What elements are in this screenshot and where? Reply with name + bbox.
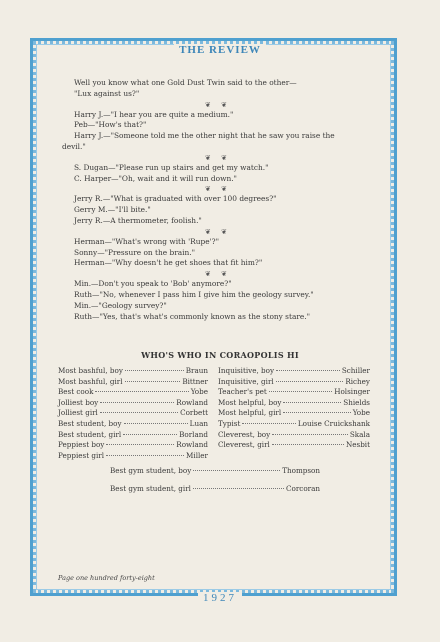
award-name: Luan [189, 418, 208, 428]
award-label: Best gym student, girl [110, 484, 191, 493]
ornament-separator: ❦ ❦ [205, 270, 231, 279]
joke-line: Ruth—"No, whenever I pass him I give him the geology survey." [74, 289, 314, 299]
award-row [218, 377, 370, 388]
award-name: Schiller [341, 366, 370, 375]
award-label: Inquisitive, boy [218, 366, 275, 375]
page-number: Page one hundred forty-eight [58, 574, 155, 582]
award-label: Jolliest boy [58, 397, 99, 407]
gym-award-row [110, 484, 320, 495]
ornament-separator: ❦ ❦ [205, 100, 231, 109]
dot-leader [95, 391, 188, 392]
award-label: Cleverest, boy [218, 429, 271, 439]
award-row [218, 387, 370, 398]
joke-line: Ruth—"Yes, that's what's commonly known as the stony stare." [74, 311, 311, 321]
dot-leader [193, 470, 280, 471]
award-row [58, 419, 208, 430]
dot-leader [106, 455, 184, 456]
award-label: Best student, girl [58, 429, 122, 439]
ornament-separator: ❦ ❦ [205, 153, 231, 162]
award-name: Skala [349, 429, 370, 439]
dot-leader [100, 412, 178, 413]
dot-leader [193, 488, 284, 489]
award-label: Peppiest boy [58, 440, 105, 450]
whos-who-right-column [218, 366, 370, 451]
header-title: THE REVIEW [174, 44, 266, 56]
award-label: Most helpful, girl [218, 408, 282, 418]
joke-line: Jerry R.—"What is graduated with over 100 degrees?" [74, 194, 277, 204]
award-row [58, 366, 208, 377]
award-row [58, 430, 208, 441]
award-name: Thompson [282, 466, 320, 475]
award-name: Borland [179, 429, 208, 439]
dot-leader [276, 381, 344, 382]
award-name: Yobe [190, 387, 208, 397]
section-title: WHO'S WHO IN CORAOPOLIS HI [141, 350, 299, 360]
award-label: Best student, boy [58, 418, 122, 428]
award-name: Richey [345, 376, 370, 386]
award-row [218, 408, 370, 419]
award-label: Best cook [58, 387, 94, 397]
joke-line: devil." [62, 141, 86, 151]
award-name: Shields [343, 397, 370, 407]
dot-leader [276, 370, 340, 371]
joke-line: Herman—"What's wrong with 'Rupe'?" [74, 236, 219, 246]
award-name: Holsinger [334, 387, 370, 397]
award-name: Louise Cruickshank [297, 418, 370, 428]
dot-leader [124, 423, 188, 424]
jokes-section [62, 78, 374, 322]
page-header [0, 38, 440, 57]
award-name: Miller [186, 450, 208, 460]
award-name: Corcoran [286, 484, 320, 493]
gym-award-row [110, 466, 320, 477]
award-name: Rowland [176, 440, 208, 450]
joke-line: Peb—"How's that?" [74, 120, 147, 130]
award-row [58, 398, 208, 409]
joke-line: C. Harper—"Oh, wait and it will run down." [74, 173, 237, 183]
page-footer [0, 586, 440, 605]
award-label: Jolliest girl [58, 408, 98, 418]
award-row [218, 440, 370, 451]
award-row [58, 377, 208, 388]
joke-line: Gerry M.—"I'll bite." [74, 205, 151, 215]
joke-line: Harry J.—"Someone told me the other night that he saw you raise the [74, 131, 335, 141]
joke-line: Well you know what one Gold Dust Twin said to the other— [74, 78, 297, 87]
joke-line: S. Dugan—"Please run up stairs and get my watch." [74, 162, 269, 172]
dot-leader [242, 423, 296, 424]
award-name: Nesbit [345, 440, 370, 450]
award-label: Teacher's pet [218, 387, 267, 397]
award-row [218, 366, 370, 377]
dot-leader [272, 434, 348, 435]
joke-line: Harry J.—"I hear you are quite a medium." [74, 109, 234, 119]
award-label: Most bashful, boy [58, 366, 123, 375]
dot-leader [123, 434, 177, 435]
dot-leader [100, 402, 174, 403]
award-label: Typist [218, 418, 241, 428]
ornament-separator: ❦ ❦ [205, 185, 231, 194]
joke-line: Jerry R.—A thermometer, foolish." [74, 215, 202, 225]
whos-who-left-column [58, 366, 208, 461]
award-row [218, 430, 370, 441]
dot-leader [283, 402, 341, 403]
dot-leader [106, 444, 174, 445]
award-name: Braun [185, 366, 208, 375]
joke-line: Min.—Don't you speak to 'Bob' anymore?" [74, 279, 232, 289]
award-label: Cleverest, girl [218, 440, 270, 450]
award-label: Inquisitive, girl [218, 376, 274, 386]
joke-line: "Lux against us?" [74, 88, 140, 98]
dot-leader [283, 412, 351, 413]
award-row [58, 451, 208, 462]
ornament-separator: ❦ ❦ [205, 227, 231, 236]
award-row [218, 419, 370, 430]
award-name: Corbett [180, 408, 208, 418]
dot-leader [272, 444, 344, 445]
dot-leader [125, 370, 184, 371]
dot-leader [269, 391, 332, 392]
joke-line: Min.—"Geology survey?" [74, 300, 167, 310]
footer-year: 1927 [198, 592, 242, 604]
award-name: Bittner [182, 376, 208, 386]
award-label: Best gym student, boy [110, 466, 192, 475]
award-row [58, 387, 208, 398]
award-label: Peppiest girl [58, 450, 105, 460]
joke-line: Herman—"Why doesn't he get shoes that fit him?" [74, 258, 263, 268]
award-label: Most helpful, boy [218, 397, 282, 407]
award-label: Most bashful, girl [58, 376, 123, 386]
award-row [218, 398, 370, 409]
award-name: Yobe [352, 408, 370, 418]
dot-leader [125, 381, 181, 382]
award-row [58, 408, 208, 419]
award-row [58, 440, 208, 451]
award-name: Rowland [176, 397, 208, 407]
joke-line: Sonny—"Pressure on the brain." [74, 247, 196, 257]
